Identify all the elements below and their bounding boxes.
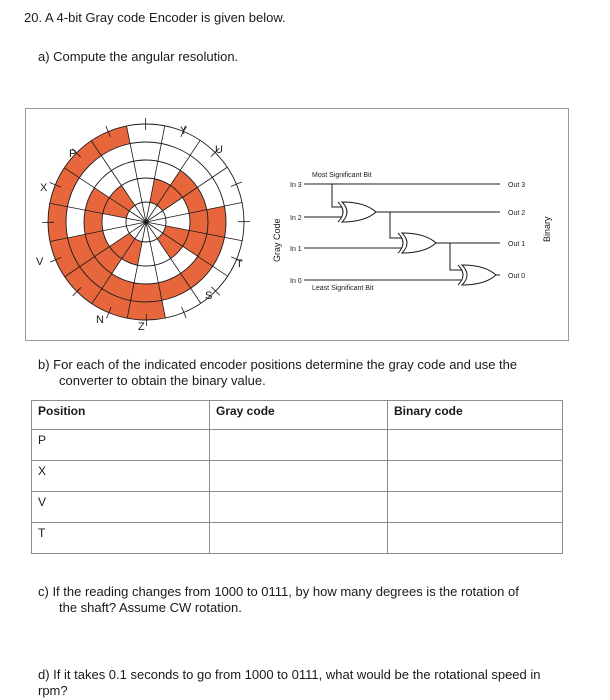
in0-label: In 0 xyxy=(290,278,302,285)
table-row xyxy=(32,492,563,523)
position-label-z: Z xyxy=(138,321,145,333)
encoder-filled-segment xyxy=(189,210,208,234)
row-position: T xyxy=(32,523,210,554)
row-binary-code-cell[interactable] xyxy=(388,430,563,461)
position-label-u: U xyxy=(215,144,223,156)
table-row xyxy=(32,430,563,461)
binary-label: Binary xyxy=(542,216,552,242)
part-b-question xyxy=(38,357,558,389)
encoder-filled-segment xyxy=(131,283,162,302)
row-binary-code-cell[interactable] xyxy=(388,461,563,492)
part-d-line-2: rpm? xyxy=(38,683,68,698)
position-label-s: S xyxy=(205,290,213,302)
encoder-filled-segment xyxy=(84,210,103,234)
part-d-question xyxy=(38,667,568,699)
msb-label: Most Significant Bit xyxy=(312,172,372,179)
in2-label: In 2 xyxy=(290,215,302,222)
gray-code-table xyxy=(31,400,563,554)
out1-label: Out 1 xyxy=(508,241,526,248)
xor3-feed xyxy=(450,243,462,270)
question-title: 20. A 4-bit Gray code Encoder is given below. xyxy=(24,10,286,25)
in3-label: In 3 xyxy=(290,182,302,189)
xor1-feed xyxy=(332,184,342,207)
row-position: V xyxy=(32,492,210,523)
out3-label: Out 3 xyxy=(508,182,526,189)
table-header-row xyxy=(32,401,563,430)
position-label-y: Y xyxy=(180,125,188,137)
out0-label: Out 0 xyxy=(508,273,526,280)
part-a-question: a) Compute the angular resolution. xyxy=(38,49,239,64)
position-label-x: X xyxy=(40,182,48,194)
row-gray-code-cell[interactable] xyxy=(210,461,388,492)
lsb-label: Least Significant Bit xyxy=(312,285,374,292)
table-row xyxy=(32,523,563,554)
position-label-v: V xyxy=(36,256,44,268)
gray-code-encoder-disk xyxy=(28,118,264,340)
xor-gate-1 xyxy=(338,202,376,222)
position-label-p: P xyxy=(69,148,77,160)
row-binary-code-cell[interactable] xyxy=(388,492,563,523)
encoder-filled-segment xyxy=(207,206,226,237)
part-d-line-1: d) If it takes 0.1 seconds to go from 1000 to 0111, what would be the rotational speed in xyxy=(38,667,541,682)
table-row xyxy=(32,461,563,492)
position-label-t: T xyxy=(236,258,243,270)
gray-code-label: Gray Code xyxy=(272,218,282,262)
part-b-line-2: converter to obtain the binary value. xyxy=(59,373,266,388)
gray-to-binary-converter xyxy=(270,162,560,292)
header-position: Position xyxy=(32,401,210,430)
row-binary-code-cell[interactable] xyxy=(388,523,563,554)
xor-gate-3 xyxy=(458,265,496,285)
out2-label: Out 2 xyxy=(508,210,526,217)
xor-gate-2 xyxy=(398,233,436,253)
part-c-line-1: c) If the reading changes from 1000 to 0111, by how many degrees is the rotation of xyxy=(38,584,519,599)
in1-label: In 1 xyxy=(290,246,302,253)
row-position: P xyxy=(32,430,210,461)
part-b-line-1: b) For each of the indicated encoder positions determine the gray code and use the xyxy=(38,357,518,372)
position-label-n: N xyxy=(96,314,104,326)
header-binary-code: Binary code xyxy=(388,401,563,430)
part-c-line-2: the shaft? Assume CW rotation. xyxy=(59,600,242,615)
part-c-question xyxy=(38,584,563,616)
header-gray-code: Gray code xyxy=(210,401,388,430)
row-gray-code-cell[interactable] xyxy=(210,523,388,554)
row-gray-code-cell[interactable] xyxy=(210,492,388,523)
xor2-feed xyxy=(390,212,402,238)
row-gray-code-cell[interactable] xyxy=(210,430,388,461)
row-position: X xyxy=(32,461,210,492)
